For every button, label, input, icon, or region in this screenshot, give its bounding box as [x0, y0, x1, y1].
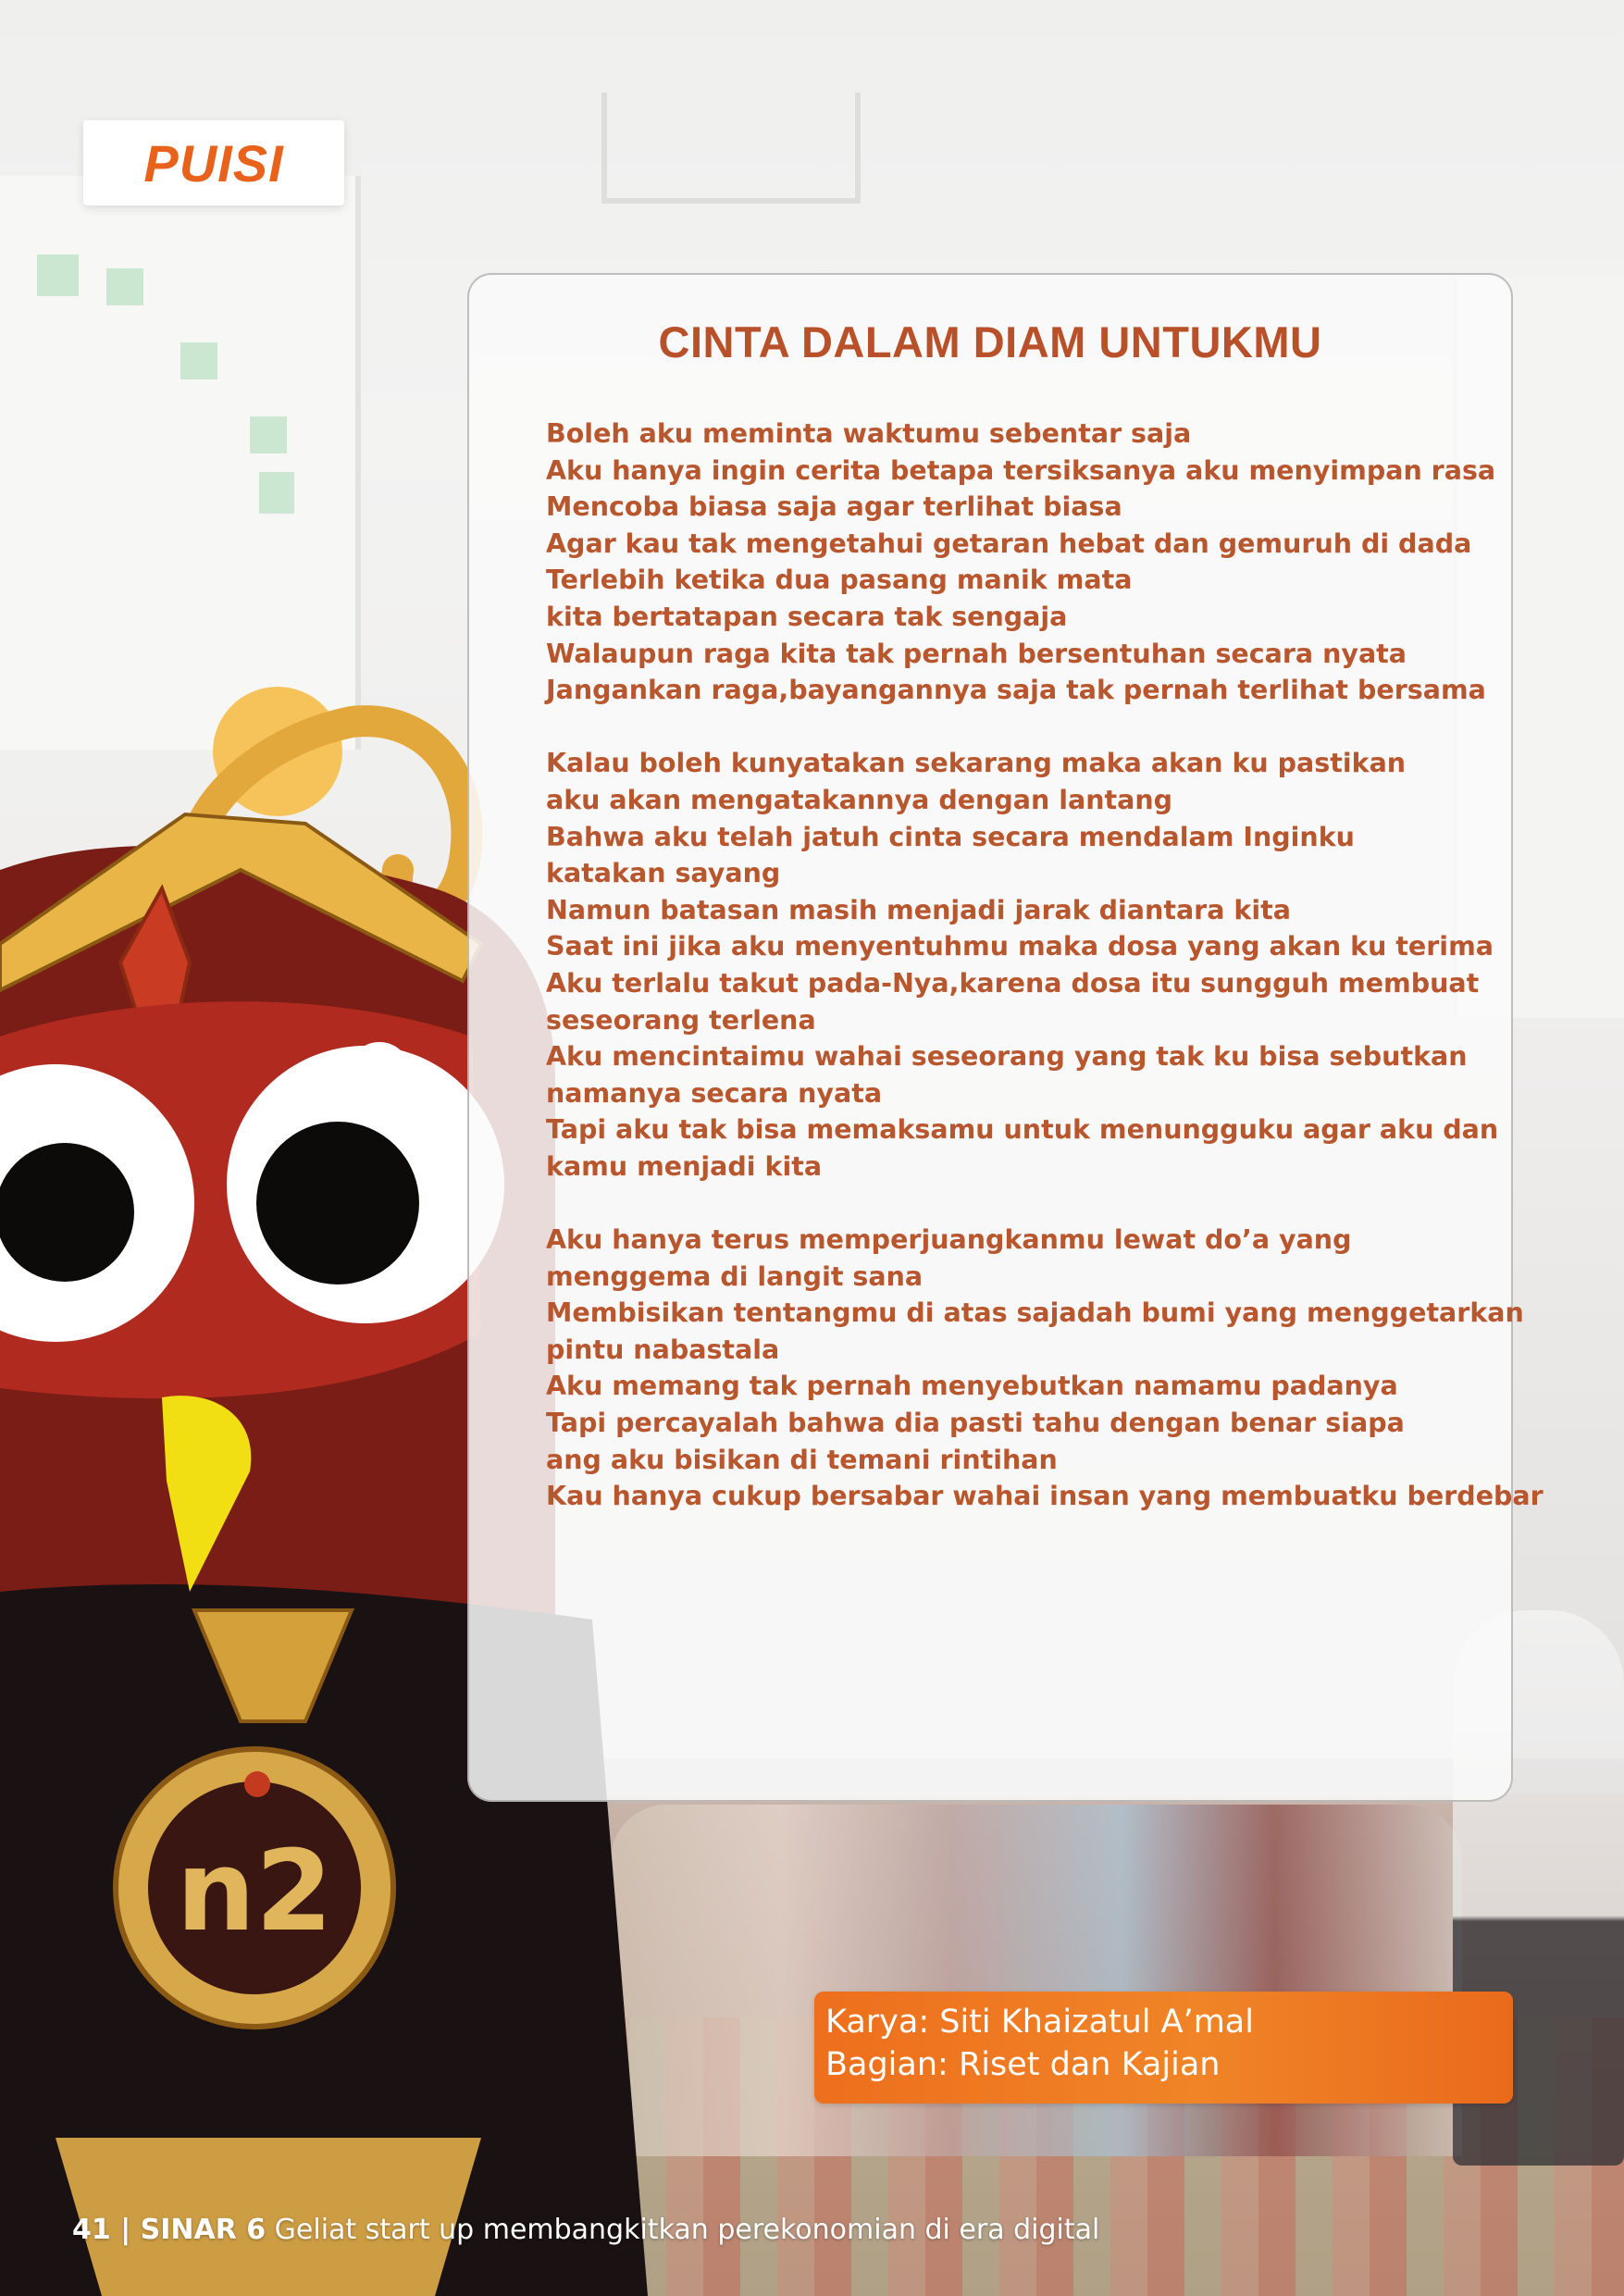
page-footer [72, 2214, 1099, 2246]
poem-line: kamu menjadi kita [546, 1150, 823, 1182]
author-section: Bagian: Riset dan Kajian [825, 2046, 1221, 2083]
author-credit: Karya: Siti Khaizatul A’mal [825, 2004, 1254, 2041]
poem-line: Tapi percayalah bahwa dia pasti tahu dengan benar siapa [546, 1408, 1405, 1439]
poem-line: seseorang terlena [546, 1004, 816, 1036]
category-tag [83, 120, 344, 205]
background-sticky-note [250, 416, 287, 453]
poem-line: Kalau boleh kunyatakan sekarang maka akan ku pastikan [546, 748, 1407, 779]
poem-line: Jangankan raga,bayangannya saja tak pernah terlihat bersama [546, 675, 1486, 706]
poem-line: Saat ini jika aku menyentuhmu maka dosa yang akan ku terima [546, 931, 1494, 962]
poem-line: Terlebih ketika dua pasang manik mata [546, 565, 1133, 596]
category-tag-label: PUISI [143, 133, 284, 192]
poem-line: namanya secara nyata [546, 1077, 883, 1109]
background-sticky-note [37, 254, 79, 296]
poem-line: Tapi aku tak bisa memaksamu untuk menungguku agar aku dan [546, 1114, 1499, 1146]
poem-line: Bahwa aku telah jatuh cinta secara mendalam Inginku [546, 821, 1355, 852]
background-sticky-note [106, 268, 143, 305]
poem-line: kita bertatapan secara tak sengaja [546, 601, 1068, 632]
author-credit-box [814, 1992, 1513, 2104]
poem-line: Namun batasan masih menjadi jarak diantara kita [546, 894, 1291, 925]
poem-line: Aku hanya ingin cerita betapa tersiksanya aku menyimpan rasa [546, 454, 1496, 486]
footer-page-ref: 41 | SINAR 6 [72, 2214, 267, 2246]
background-sticky-note [259, 472, 294, 514]
poem-line: ang aku bisikan di temani rintihan [546, 1444, 1058, 1475]
poem-title: CINTA DALAM DIAM UNTUKMU [658, 317, 1322, 366]
stanza-break [546, 709, 1508, 746]
mascot-medal-monogram: n2 [176, 1828, 333, 1956]
poem-line: Mencoba biasa saja agar terlihat biasa [546, 491, 1122, 523]
poem-line: Membisikan tentangmu di atas sajadah bumi yang menggetarkan [546, 1297, 1524, 1329]
poem-body [546, 416, 1543, 1515]
poem-line: pintu nabastala [546, 1334, 780, 1365]
poem-card [467, 273, 1543, 1802]
poem-line: Agar kau tak mengetahui getaran hebat dan gemuruh di dada [546, 527, 1472, 559]
stanza-break [546, 1185, 1508, 1222]
poem-line: Boleh aku meminta waktumu sebentar saja [546, 418, 1192, 449]
poem-line: Kau hanya cukup bersabar wahai insan yang membuatku berdebar [546, 1481, 1543, 1512]
poem-line: menggema di langit sana [546, 1260, 924, 1292]
poem-line: Aku memang tak pernah menyebutkan namamu padanya [546, 1371, 1398, 1402]
poem-line: Aku hanya terus memperjuangkanmu lewat do’a yang [546, 1224, 1352, 1256]
footer-tagline: Geliat start up membangkitkan perekonomian di era digital [274, 2214, 1100, 2246]
poem-line: Walaupun raga kita tak pernah bersentuhan secara nyata [546, 638, 1407, 669]
poem-line: aku akan mengatakannya dengan lantang [546, 784, 1173, 815]
background-shelf [601, 93, 861, 204]
poem-line: Aku terlalu takut pada-Nya,karena dosa itu sungguh membuat [546, 967, 1480, 999]
background-sticky-note [180, 342, 217, 379]
poem-line: katakan sayang [546, 858, 781, 889]
background-group-photo [611, 1805, 1462, 2156]
poem-line: Aku mencintaimu wahai seseorang yang tak ku bisa sebutkan [546, 1041, 1468, 1073]
